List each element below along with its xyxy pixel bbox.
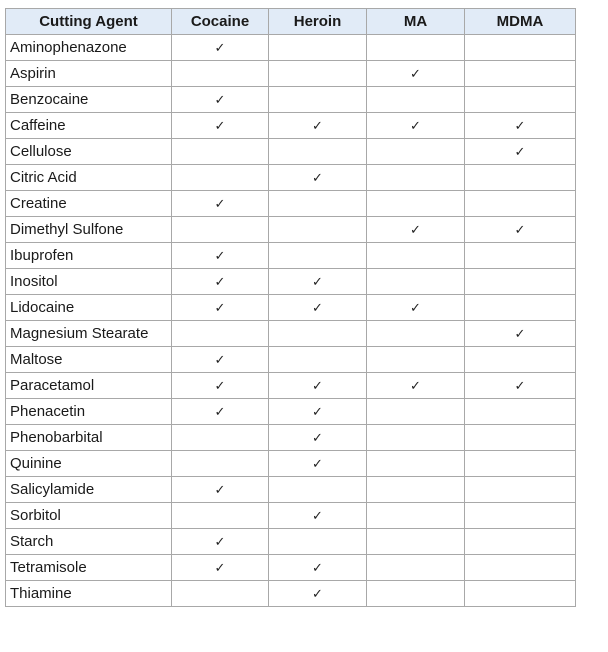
cell-mdma [465, 425, 576, 451]
checkmark-icon: ✓ [214, 300, 226, 315]
cutting-agent-name: Salicylamide [6, 477, 172, 503]
table-header-row [6, 9, 576, 35]
cell-ma [367, 35, 465, 61]
checkmark-icon: ✓ [214, 274, 226, 289]
cell-mdma [465, 581, 576, 607]
cell-cocaine [172, 243, 269, 269]
cutting-agent-name: Aminophenazone [6, 35, 172, 61]
cutting-agent-name: Ibuprofen [6, 243, 172, 269]
checkmark-icon: ✓ [214, 404, 226, 419]
cell-cocaine [172, 503, 269, 529]
cell-cocaine [172, 425, 269, 451]
cell-heroin [269, 399, 367, 425]
cell-heroin [269, 451, 367, 477]
cell-heroin [269, 269, 367, 295]
cell-heroin [269, 529, 367, 555]
cutting-agent-name: Tetramisole [6, 555, 172, 581]
cutting-agent-name: Inositol [6, 269, 172, 295]
cell-cocaine [172, 139, 269, 165]
checkmark-icon: ✓ [214, 196, 226, 211]
cell-mdma [465, 113, 576, 139]
cell-ma [367, 555, 465, 581]
cutting-agent-name: Quinine [6, 451, 172, 477]
cell-heroin [269, 113, 367, 139]
table-row [6, 321, 576, 347]
cell-cocaine [172, 529, 269, 555]
cell-cocaine [172, 61, 269, 87]
cell-mdma [465, 321, 576, 347]
table-row [6, 61, 576, 87]
cell-heroin [269, 217, 367, 243]
checkmark-icon: ✓ [214, 92, 226, 107]
cutting-agent-name: Creatine [6, 191, 172, 217]
cell-ma [367, 529, 465, 555]
checkmark-icon: ✓ [514, 118, 526, 133]
cell-ma [367, 165, 465, 191]
table-row [6, 243, 576, 269]
cutting-agent-name: Magnesium Stearate [6, 321, 172, 347]
cell-cocaine [172, 373, 269, 399]
cell-cocaine [172, 347, 269, 373]
cell-mdma [465, 529, 576, 555]
cutting-agent-name: Paracetamol [6, 373, 172, 399]
cell-cocaine [172, 451, 269, 477]
cell-heroin [269, 191, 367, 217]
cell-cocaine [172, 581, 269, 607]
table-row [6, 503, 576, 529]
cell-heroin [269, 555, 367, 581]
cell-heroin [269, 425, 367, 451]
table-row [6, 451, 576, 477]
cell-mdma [465, 373, 576, 399]
cell-mdma [465, 451, 576, 477]
checkmark-icon: ✓ [312, 378, 323, 393]
cutting-agents-table [5, 8, 576, 607]
checkmark-icon: ✓ [214, 118, 226, 133]
cell-mdma [465, 191, 576, 217]
cell-ma [367, 61, 465, 87]
checkmark-icon: ✓ [312, 508, 323, 523]
cutting-agent-name: Dimethyl Sulfone [6, 217, 172, 243]
table-row [6, 165, 576, 191]
cell-mdma [465, 139, 576, 165]
cutting-agent-name: Lidocaine [6, 295, 172, 321]
table-row [6, 581, 576, 607]
cell-ma [367, 113, 465, 139]
cell-mdma [465, 243, 576, 269]
cell-mdma [465, 269, 576, 295]
cutting-agent-name: Maltose [6, 347, 172, 373]
cutting-agent-name: Sorbitol [6, 503, 172, 529]
cutting-agent-name: Cellulose [6, 139, 172, 165]
cell-heroin [269, 61, 367, 87]
cell-cocaine [172, 555, 269, 581]
table-body [6, 35, 576, 607]
cell-mdma [465, 87, 576, 113]
cell-cocaine [172, 295, 269, 321]
checkmark-icon: ✓ [514, 378, 526, 393]
cell-heroin [269, 295, 367, 321]
cell-cocaine [172, 477, 269, 503]
header-mdma: MDMA [465, 9, 576, 35]
cell-ma [367, 425, 465, 451]
table-row [6, 425, 576, 451]
cell-ma [367, 269, 465, 295]
checkmark-icon: ✓ [214, 378, 226, 393]
cell-ma [367, 581, 465, 607]
table-row [6, 113, 576, 139]
cell-heroin [269, 503, 367, 529]
checkmark-icon: ✓ [514, 222, 526, 237]
checkmark-icon: ✓ [312, 118, 323, 133]
checkmark-icon: ✓ [312, 274, 323, 289]
cell-heroin [269, 139, 367, 165]
cell-ma [367, 399, 465, 425]
header-cutting-agent: Cutting Agent [6, 9, 172, 35]
checkmark-icon: ✓ [214, 534, 226, 549]
table-row [6, 477, 576, 503]
table-row [6, 217, 576, 243]
cell-mdma [465, 217, 576, 243]
cell-mdma [465, 347, 576, 373]
cell-cocaine [172, 113, 269, 139]
cutting-agent-name: Aspirin [6, 61, 172, 87]
cell-heroin [269, 477, 367, 503]
checkmark-icon: ✓ [312, 586, 323, 601]
cutting-agent-name: Thiamine [6, 581, 172, 607]
checkmark-icon: ✓ [214, 248, 226, 263]
header-ma: MA [367, 9, 465, 35]
checkmark-icon: ✓ [312, 404, 323, 419]
cutting-agent-name: Caffeine [6, 113, 172, 139]
cell-ma [367, 295, 465, 321]
cell-cocaine [172, 321, 269, 347]
cell-cocaine [172, 399, 269, 425]
checkmark-icon: ✓ [514, 326, 526, 341]
cutting-agent-name: Benzocaine [6, 87, 172, 113]
checkmark-icon: ✓ [410, 222, 421, 237]
table-row [6, 555, 576, 581]
cell-mdma [465, 477, 576, 503]
cell-mdma [465, 61, 576, 87]
table-row [6, 191, 576, 217]
cell-heroin [269, 347, 367, 373]
table-row [6, 529, 576, 555]
checkmark-icon: ✓ [214, 482, 226, 497]
cutting-agent-name: Starch [6, 529, 172, 555]
cell-heroin [269, 581, 367, 607]
cutting-agent-name: Citric Acid [6, 165, 172, 191]
cell-ma [367, 191, 465, 217]
checkmark-icon: ✓ [410, 118, 421, 133]
cell-ma [367, 243, 465, 269]
cell-mdma [465, 555, 576, 581]
cell-cocaine [172, 87, 269, 113]
cell-cocaine [172, 191, 269, 217]
checkmark-icon: ✓ [312, 300, 323, 315]
cell-mdma [465, 165, 576, 191]
checkmark-icon: ✓ [312, 170, 323, 185]
table-row [6, 269, 576, 295]
cell-mdma [465, 35, 576, 61]
cell-ma [367, 217, 465, 243]
checkmark-icon: ✓ [410, 378, 421, 393]
cutting-agent-name: Phenobarbital [6, 425, 172, 451]
table-row [6, 139, 576, 165]
cell-heroin [269, 321, 367, 347]
cell-cocaine [172, 165, 269, 191]
cell-mdma [465, 295, 576, 321]
table-row [6, 347, 576, 373]
header-heroin: Heroin [269, 9, 367, 35]
cell-cocaine [172, 217, 269, 243]
cell-ma [367, 503, 465, 529]
cell-ma [367, 321, 465, 347]
checkmark-icon: ✓ [312, 430, 323, 445]
cell-heroin [269, 165, 367, 191]
cell-cocaine [172, 35, 269, 61]
header-cocaine: Cocaine [172, 9, 269, 35]
cell-ma [367, 347, 465, 373]
checkmark-icon: ✓ [214, 40, 226, 55]
cell-ma [367, 139, 465, 165]
checkmark-icon: ✓ [214, 352, 226, 367]
cell-heroin [269, 373, 367, 399]
cell-heroin [269, 243, 367, 269]
table-row [6, 295, 576, 321]
checkmark-icon: ✓ [514, 144, 526, 159]
cell-ma [367, 87, 465, 113]
cell-mdma [465, 399, 576, 425]
cell-ma [367, 477, 465, 503]
table-row [6, 35, 576, 61]
checkmark-icon: ✓ [214, 560, 226, 575]
table-row [6, 399, 576, 425]
cell-ma [367, 451, 465, 477]
cell-heroin [269, 87, 367, 113]
cell-heroin [269, 35, 367, 61]
cell-ma [367, 373, 465, 399]
checkmark-icon: ✓ [410, 300, 421, 315]
checkmark-icon: ✓ [410, 66, 421, 81]
checkmark-icon: ✓ [312, 560, 323, 575]
cell-cocaine [172, 269, 269, 295]
cutting-agents-table-container [5, 8, 575, 607]
table-row [6, 373, 576, 399]
table-row [6, 87, 576, 113]
checkmark-icon: ✓ [312, 456, 323, 471]
cutting-agent-name: Phenacetin [6, 399, 172, 425]
cell-mdma [465, 503, 576, 529]
